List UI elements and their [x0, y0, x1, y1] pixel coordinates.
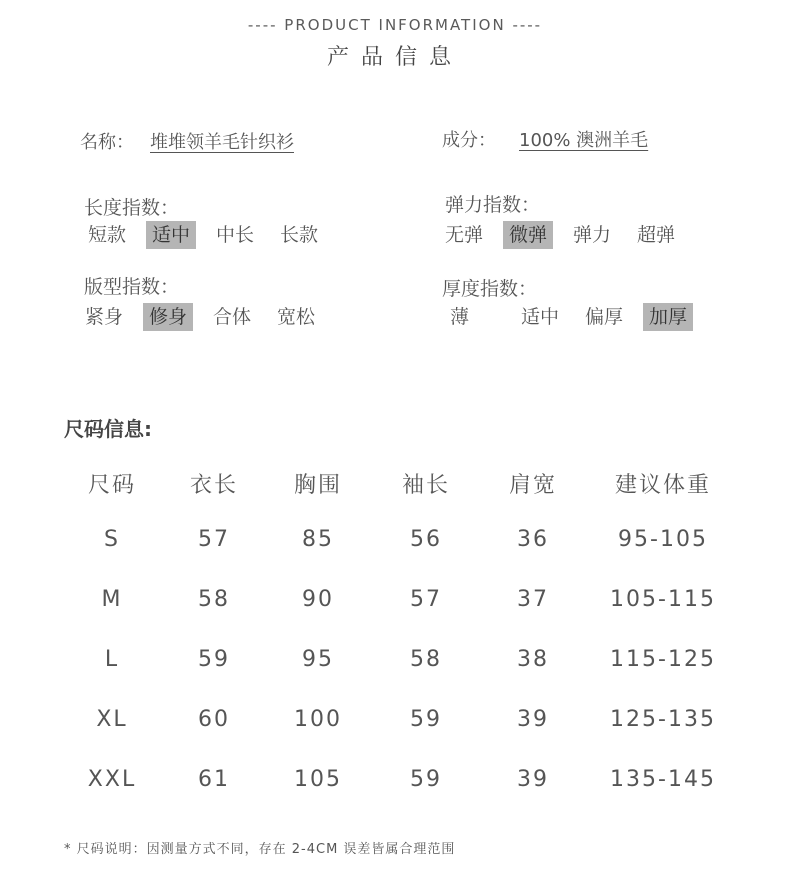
fit-index-title: 版型指数：	[84, 276, 180, 298]
thickness-option: 适中	[521, 306, 560, 328]
size-cell: XL	[96, 707, 128, 732]
size-cell: M	[101, 587, 123, 612]
sleeve-cell: 59	[410, 707, 442, 732]
shoulder-cell: 36	[517, 527, 549, 552]
length-index-title: 长度指数：	[84, 197, 180, 219]
thickness-option: 偏厚	[585, 306, 624, 328]
fit-option: 宽松	[277, 306, 316, 328]
length-cell: 58	[198, 587, 230, 612]
chest-cell: 100	[294, 707, 342, 732]
elasticity-option: 微弹	[503, 221, 553, 249]
weight-cell: 115-125	[610, 647, 716, 672]
composition-value: 100% 澳洲羊毛	[519, 130, 649, 151]
elasticity-index-title: 弹力指数：	[445, 194, 541, 216]
chest-cell: 105	[294, 767, 342, 792]
length-cell: 57	[198, 527, 230, 552]
sleeve-cell: 58	[410, 647, 442, 672]
elasticity-index-options	[439, 221, 695, 249]
length-option: 中长	[216, 224, 255, 246]
thickness-index-options	[444, 303, 707, 331]
length-option: 短款	[88, 224, 127, 246]
header-cell: 尺码	[87, 473, 136, 498]
sleeve-cell: 56	[410, 527, 442, 552]
chest-cell: 95	[302, 647, 334, 672]
thickness-option: 加厚	[643, 303, 693, 331]
weight-cell: 125-135	[610, 707, 716, 732]
length-cell: 61	[198, 767, 230, 792]
chest-cell: 90	[302, 587, 334, 612]
size-info-title: 尺码信息:	[64, 417, 152, 441]
header-cell: 袖长	[401, 473, 450, 498]
fit-index-options	[79, 303, 335, 331]
size-cell: L	[104, 647, 120, 672]
header-cell: 衣长	[189, 473, 238, 498]
shoulder-cell: 39	[517, 707, 549, 732]
header-cell: 胸围	[293, 473, 342, 498]
header-cell: 建议体重	[614, 473, 711, 498]
length-index-options	[82, 221, 338, 249]
length-cell: 60	[198, 707, 230, 732]
weight-cell: 135-145	[610, 767, 716, 792]
elasticity-option: 弹力	[573, 224, 612, 246]
elasticity-option: 无弹	[445, 224, 484, 246]
fit-option: 修身	[143, 303, 193, 331]
composition-label: 成分：	[442, 130, 496, 151]
weight-cell: 95-105	[618, 527, 708, 552]
weight-cell: 105-115	[610, 587, 716, 612]
header-cell: 肩宽	[508, 473, 557, 498]
header-chinese-title: 产品信息	[326, 45, 463, 70]
chest-cell: 85	[302, 527, 334, 552]
name-value: 堆堆领羊毛针织衫	[150, 132, 294, 153]
fit-option: 紧身	[85, 306, 124, 328]
shoulder-cell: 39	[517, 767, 549, 792]
shoulder-cell: 37	[517, 587, 549, 612]
size-cell: S	[104, 527, 120, 552]
shoulder-cell: 38	[517, 647, 549, 672]
sleeve-cell: 59	[410, 767, 442, 792]
elasticity-option: 超弹	[637, 224, 676, 246]
size-cell: XXL	[87, 767, 137, 792]
length-cell: 59	[198, 647, 230, 672]
length-option: 适中	[146, 221, 196, 249]
thickness-option: 薄	[450, 306, 470, 328]
size-note: * 尺码说明：因测量方式不同，存在 2-4CM 误差皆属合理范围	[64, 842, 456, 857]
fit-option: 合体	[213, 306, 252, 328]
sleeve-cell: 57	[410, 587, 442, 612]
length-option: 长款	[280, 224, 319, 246]
header-english-title: ---- PRODUCT INFORMATION ----	[247, 16, 543, 34]
name-label: 名称：	[80, 132, 134, 153]
thickness-index-title: 厚度指数：	[442, 278, 538, 300]
